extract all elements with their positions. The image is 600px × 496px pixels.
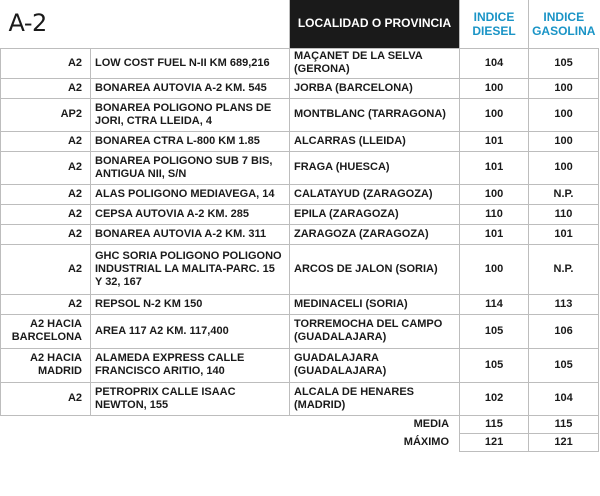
maximo-row: [1, 433, 599, 451]
table-row: [1, 348, 599, 382]
road-cell: A2: [1, 78, 91, 98]
location-cell: MAÇANET DE LA SELVA (GERONA): [290, 48, 460, 78]
station-cell: LOW COST FUEL N-II KM 689,216: [91, 48, 290, 78]
diesel-index-cell: 101: [460, 151, 529, 184]
location-cell: MEDINACELI (SORIA): [290, 294, 460, 314]
maximo-label: MÁXIMO: [403, 435, 450, 448]
table-row: [1, 48, 599, 78]
diesel-index-cell: 110: [460, 204, 529, 224]
station-cell: BONAREA CTRA L-800 KM 1.85: [91, 131, 290, 151]
diesel-header-line2: DIESEL: [472, 23, 516, 38]
location-cell: ZARAGOZA (ZARAGOZA): [290, 224, 460, 244]
diesel-index-cell: 100: [460, 244, 529, 294]
station-cell: BONAREA POLIGONO SUB 7 BIS, ANTIGUA NII, S/N: [91, 151, 290, 184]
gasolina-index-cell: 104: [529, 382, 599, 415]
gasolina-header-line2: GASOLINA: [532, 23, 596, 38]
table-row: [1, 151, 599, 184]
media-diesel: 115: [460, 415, 529, 433]
location-cell: TORREMOCHA DEL CAMPO (GUADALAJARA): [290, 314, 460, 348]
road-cell: A2: [1, 244, 91, 294]
table-row: [1, 294, 599, 314]
diesel-index-cell: 100: [460, 98, 529, 131]
station-cell: BONAREA AUTOVIA A-2 KM. 311: [91, 224, 290, 244]
road-cell: A2: [1, 204, 91, 224]
station-cell: ALAMEDA EXPRESS CALLE FRANCISCO ARITIO, 140: [91, 348, 290, 382]
station-cell: ALAS POLIGONO MEDIAVEGA, 14: [91, 184, 290, 204]
diesel-index-cell: 100: [460, 78, 529, 98]
table-row: [1, 382, 599, 415]
diesel-header-line1: INDICE: [473, 9, 515, 24]
media-row: [1, 415, 599, 433]
station-cell: REPSOL N-2 KM 150: [91, 294, 290, 314]
station-cell: GHC SORIA POLIGONO POLIGONO INDUSTRIAL LA MALITA-PARC. 15 Y 32, 167: [91, 244, 290, 294]
gasolina-index-cell: 100: [529, 151, 599, 184]
maximo-gasolina: 121: [529, 433, 599, 451]
maximo-diesel: 121: [460, 433, 529, 451]
gasolina-index-cell: N.P.: [529, 244, 599, 294]
diesel-index-cell: 114: [460, 294, 529, 314]
diesel-index-cell: 104: [460, 48, 529, 78]
table-row: [1, 78, 599, 98]
gasolina-index-cell: 100: [529, 78, 599, 98]
road-cell: A2: [1, 382, 91, 415]
table-row: [1, 224, 599, 244]
station-cell: BONAREA POLIGONO PLANS DE JORI, CTRA LLEIDA, 4: [91, 98, 290, 131]
location-cell: ALCARRAS (LLEIDA): [290, 131, 460, 151]
road-cell: AP2: [1, 98, 91, 131]
road-cell: A2 HACIA BARCELONA: [1, 314, 91, 348]
road-cell: A2: [1, 151, 91, 184]
table-row: [1, 131, 599, 151]
gasolina-index-cell: 110: [529, 204, 599, 224]
diesel-index-cell: 105: [460, 348, 529, 382]
gasolina-index-cell: N.P.: [529, 184, 599, 204]
gasolina-index-cell: 100: [529, 98, 599, 131]
location-cell: GUADALAJARA (GUADALAJARA): [290, 348, 460, 382]
station-cell: CEPSA AUTOVIA A-2 KM. 285: [91, 204, 290, 224]
location-cell: EPILA (ZARAGOZA): [290, 204, 460, 224]
gasolina-index-cell: 105: [529, 48, 599, 78]
road-cell: A2: [1, 184, 91, 204]
gasolina-index-cell: 100: [529, 131, 599, 151]
media-gasolina: 115: [529, 415, 599, 433]
road-cell: A2: [1, 48, 91, 78]
table-row: [1, 314, 599, 348]
location-cell: FRAGA (HUESCA): [290, 151, 460, 184]
station-cell: PETROPRIX CALLE ISAAC NEWTON, 155: [91, 382, 290, 415]
diesel-index-cell: 105: [460, 314, 529, 348]
diesel-index-cell: 100: [460, 184, 529, 204]
location-cell: CALATAYUD (ZARAGOZA): [290, 184, 460, 204]
table-row: [1, 244, 599, 294]
location-column-header: LOCALIDAD O PROVINCIA: [290, 0, 460, 48]
section-title: A-2: [8, 9, 47, 37]
media-label: MEDIA: [413, 417, 450, 430]
location-cell: ALCALA DE HENARES (MADRID): [290, 382, 460, 415]
diesel-index-cell: 101: [460, 224, 529, 244]
station-cell: AREA 117 A2 KM. 117,400: [91, 314, 290, 348]
gasolina-index-cell: 101: [529, 224, 599, 244]
gasolina-index-cell: 106: [529, 314, 599, 348]
header-row: [1, 0, 599, 48]
diesel-column-header: [460, 0, 529, 48]
table-row: [1, 98, 599, 131]
table-row: [1, 184, 599, 204]
road-cell: A2: [1, 131, 91, 151]
station-cell: BONAREA AUTOVIA A-2 KM. 545: [91, 78, 290, 98]
road-cell: A2: [1, 294, 91, 314]
gasolina-index-cell: 105: [529, 348, 599, 382]
road-cell: A2 HACIA MADRID: [1, 348, 91, 382]
location-cell: ARCOS DE JALON (SORIA): [290, 244, 460, 294]
road-cell: A2: [1, 224, 91, 244]
table-row: [1, 204, 599, 224]
location-cell: JORBA (BARCELONA): [290, 78, 460, 98]
diesel-index-cell: 102: [460, 382, 529, 415]
location-cell: MONTBLANC (TARRAGONA): [290, 98, 460, 131]
gasolina-column-header: [529, 0, 599, 48]
diesel-index-cell: 101: [460, 131, 529, 151]
gasolina-index-cell: 113: [529, 294, 599, 314]
gasolina-header-line1: INDICE: [543, 9, 585, 24]
